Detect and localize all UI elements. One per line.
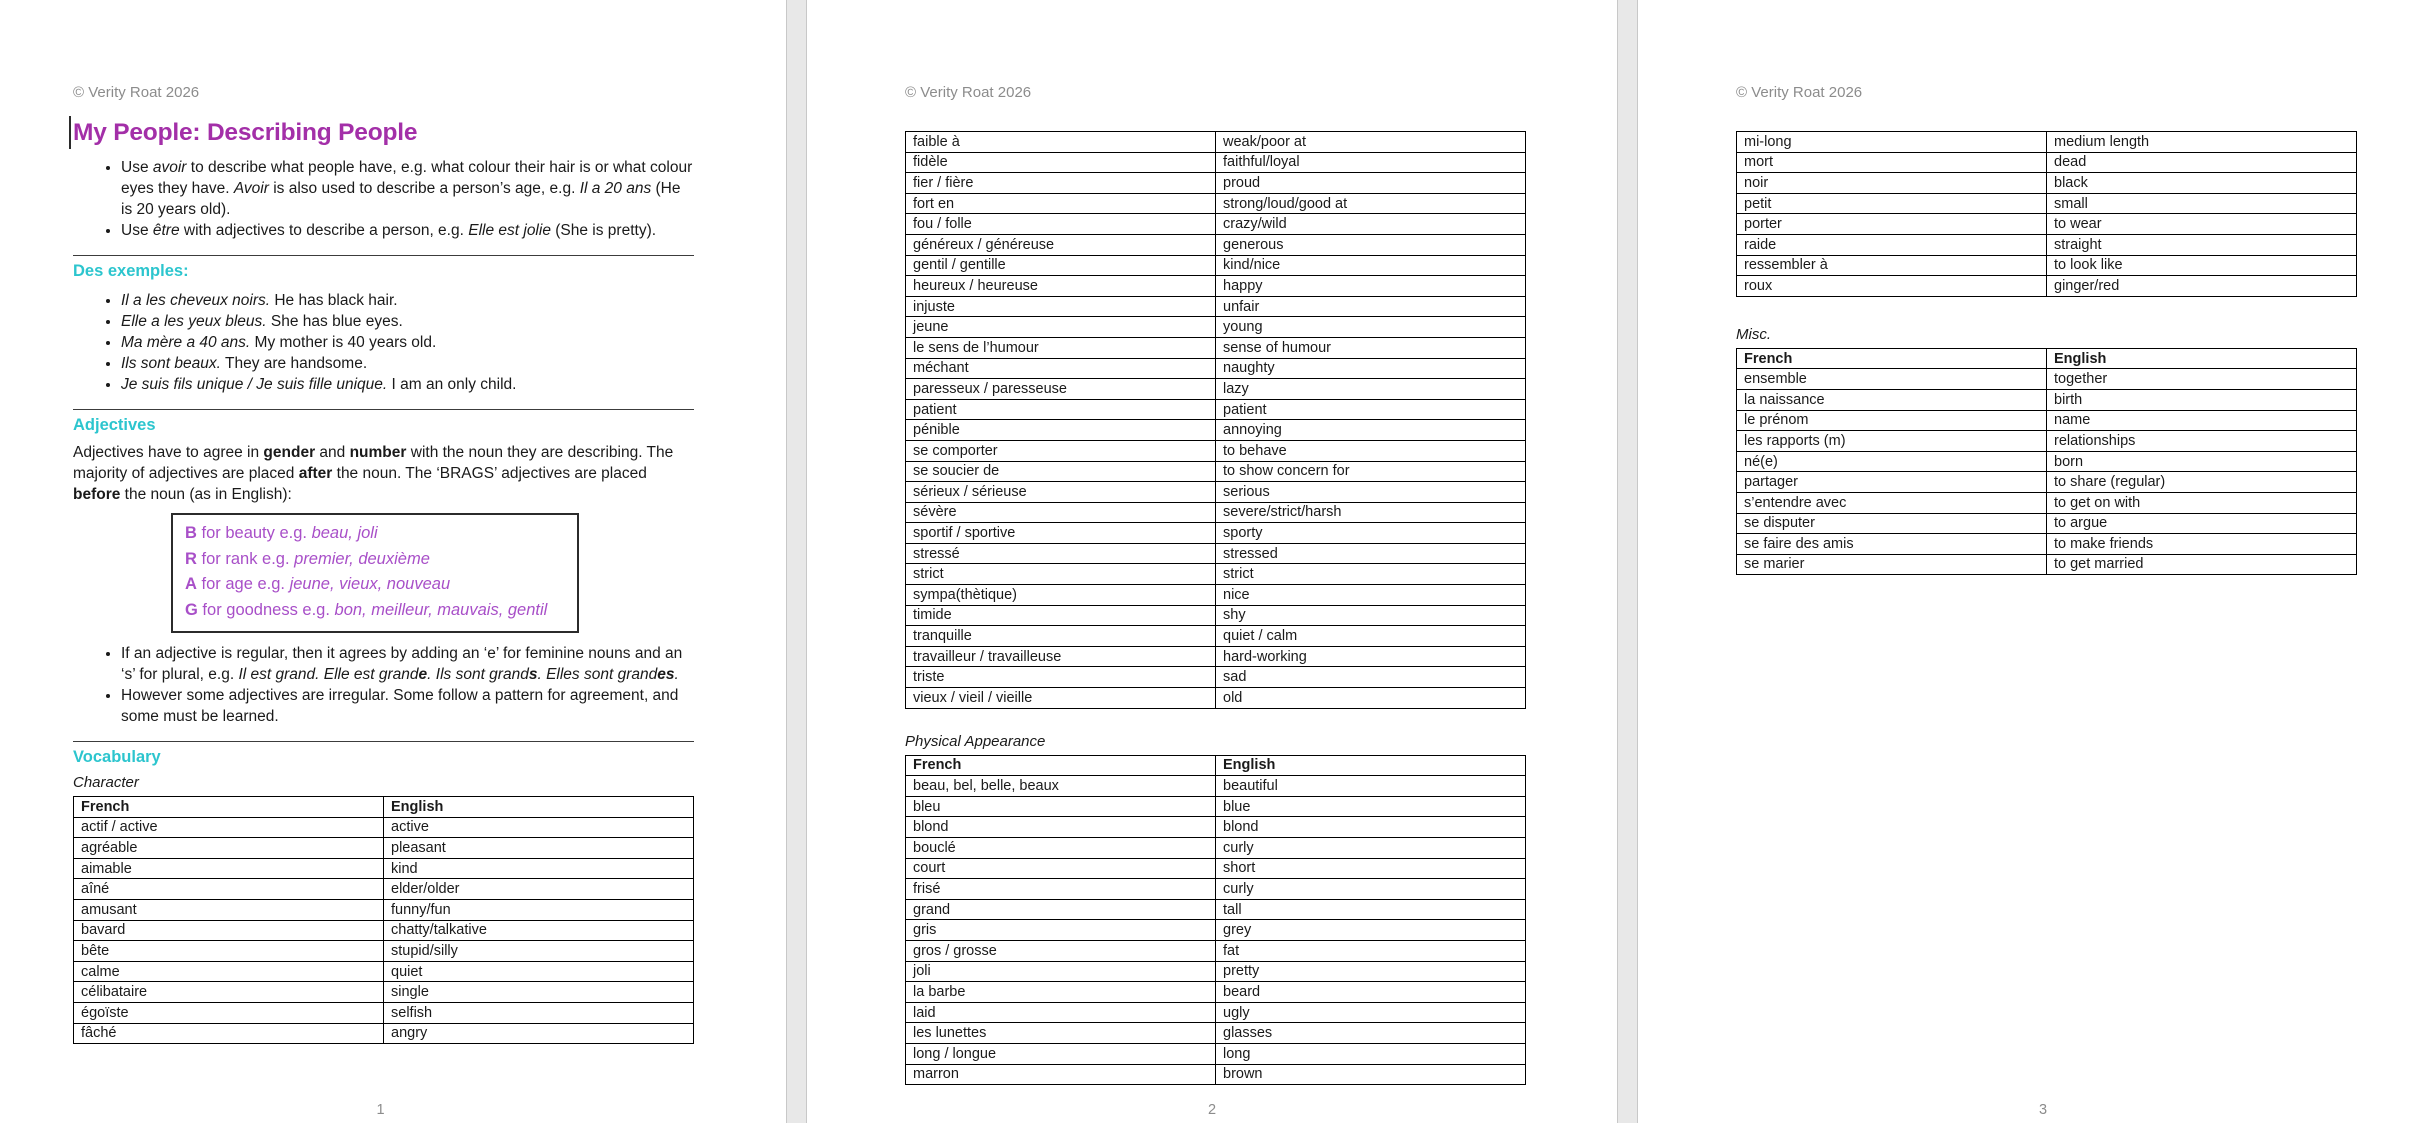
table-cell: angry xyxy=(384,1023,694,1044)
table-row xyxy=(906,132,1526,153)
table-row xyxy=(906,688,1526,709)
table-cell: blond xyxy=(1216,817,1526,838)
table-row xyxy=(1737,451,2357,472)
table-cell: roux xyxy=(1737,276,2047,297)
table-cell: partager xyxy=(1737,472,2047,493)
table-cell: heureux / heureuse xyxy=(906,276,1216,297)
table-cell: gentil / gentille xyxy=(906,255,1216,276)
table-cell: kind/nice xyxy=(1216,255,1526,276)
table-row xyxy=(1737,214,2357,235)
table-cell: sympa(thètique) xyxy=(906,585,1216,606)
table-cell: young xyxy=(1216,317,1526,338)
table-cell: né(e) xyxy=(1737,451,2047,472)
table-cell: sérieux / sérieuse xyxy=(906,482,1216,503)
table-header-row xyxy=(1737,348,2357,369)
table-cell: grey xyxy=(1216,920,1526,941)
table-cell: crazy/wild xyxy=(1216,214,1526,235)
page-2[interactable] xyxy=(806,0,1618,1123)
table-cell: to show concern for xyxy=(1216,461,1526,482)
table-cell: égoïste xyxy=(74,1002,384,1023)
list-item: • Use être with adjectives to describe a person, e.g. Elle est jolie (She is pretty). xyxy=(121,220,694,241)
table-cell: elder/older xyxy=(384,879,694,900)
misc-table xyxy=(1736,348,2357,576)
table-row xyxy=(1737,554,2357,575)
heading-vocabulary: Vocabulary xyxy=(73,741,694,767)
table-row xyxy=(1737,534,2357,555)
table-cell: jeune xyxy=(906,317,1216,338)
table-cell: le prénom xyxy=(1737,410,2047,431)
table-cell: s’entendre avec xyxy=(1737,492,2047,513)
table-cell: name xyxy=(2047,410,2357,431)
table-cell: old xyxy=(1216,688,1526,709)
table-cell: la naissance xyxy=(1737,389,2047,410)
table-row xyxy=(906,605,1526,626)
list-item: • Il a les cheveux noirs. He has black hair. xyxy=(121,290,694,311)
table-row xyxy=(1737,472,2357,493)
adjectives-paragraph: Adjectives have to agree in gender and number with the noun they are describing. The majority of adjectives are placed after the noun. The ‘BRAGS’ adjectives are placed before the noun (as in English): xyxy=(73,444,674,503)
table-cell: black xyxy=(2047,173,2357,194)
table-cell: curly xyxy=(1216,879,1526,900)
table-row xyxy=(1737,193,2357,214)
table-row xyxy=(906,193,1526,214)
table-cell: beard xyxy=(1216,982,1526,1003)
table-cell: le sens de l’humour xyxy=(906,337,1216,358)
table-cell: les lunettes xyxy=(906,1023,1216,1044)
table-row xyxy=(1737,152,2357,173)
table-cell: travailleur / travailleuse xyxy=(906,646,1216,667)
table-cell: stressé xyxy=(906,543,1216,564)
table-row xyxy=(1737,132,2357,153)
table-row xyxy=(906,543,1526,564)
table-cell: to get married xyxy=(2047,554,2357,575)
document-title-text: My People: Describing People xyxy=(73,119,418,146)
table-cell: ressembler à xyxy=(1737,255,2047,276)
table-row xyxy=(906,1064,1526,1085)
table-cell: frisé xyxy=(906,879,1216,900)
table-cell: marron xyxy=(906,1064,1216,1085)
table-cell: annoying xyxy=(1216,420,1526,441)
table-row xyxy=(906,399,1526,420)
table-cell: raide xyxy=(1737,234,2047,255)
table-row xyxy=(906,1043,1526,1064)
table-cell: injuste xyxy=(906,296,1216,317)
table-row xyxy=(906,255,1526,276)
table-row xyxy=(906,585,1526,606)
table-cell: patient xyxy=(1216,399,1526,420)
table-cell: naughty xyxy=(1216,358,1526,379)
physical-appearance-table-continued xyxy=(1736,131,2357,297)
brags-line-g: G for goodness e.g. bon, meilleur, mauvais, gentil xyxy=(185,600,548,619)
table-cell: stupid/silly xyxy=(384,941,694,962)
table-row xyxy=(1737,234,2357,255)
table-row xyxy=(1737,389,2357,410)
table-cell: glasses xyxy=(1216,1023,1526,1044)
table-cell: amusant xyxy=(74,899,384,920)
brags-line-a: A for age e.g. jeune, vieux, nouveau xyxy=(185,575,451,593)
table-row xyxy=(906,626,1526,647)
page-number: 1 xyxy=(376,1102,385,1118)
table-cell: medium length xyxy=(2047,132,2357,153)
table-cell: paresseux / paresseuse xyxy=(906,379,1216,400)
column-header: English xyxy=(2047,348,2357,369)
table-cell: lazy xyxy=(1216,379,1526,400)
heading-des-exemples: Des exemples: xyxy=(73,255,694,281)
table-row xyxy=(906,482,1526,503)
table-cell: patient xyxy=(906,399,1216,420)
table-row xyxy=(906,982,1526,1003)
brags-line-b: B for beauty e.g. beau, joli xyxy=(185,524,378,542)
table-cell: la barbe xyxy=(906,982,1216,1003)
table-cell: faithful/loyal xyxy=(1216,152,1526,173)
table-cell: curly xyxy=(1216,838,1526,859)
table-row xyxy=(1737,173,2357,194)
table-cell: fou / folle xyxy=(906,214,1216,235)
table-row xyxy=(906,502,1526,523)
page-number: 2 xyxy=(1207,1102,1217,1118)
table-cell: timide xyxy=(906,605,1216,626)
table-cell: dead xyxy=(2047,152,2357,173)
table-cell: sense of humour xyxy=(1216,337,1526,358)
table-cell: sporty xyxy=(1216,523,1526,544)
table-row xyxy=(74,1023,694,1044)
table-cell: to wear xyxy=(2047,214,2357,235)
table-cell: strong/loud/good at xyxy=(1216,193,1526,214)
page-3[interactable] xyxy=(1637,0,2427,1123)
table-cell: strict xyxy=(906,564,1216,585)
table-row xyxy=(1737,513,2357,534)
table-cell: hard-working xyxy=(1216,646,1526,667)
document-title xyxy=(73,118,694,148)
table-cell: born xyxy=(2047,451,2357,472)
table-row xyxy=(906,646,1526,667)
table-cell: to get on with xyxy=(2047,492,2357,513)
table-row xyxy=(906,234,1526,255)
table-cell: birth xyxy=(2047,389,2357,410)
table-cell: fidèle xyxy=(906,152,1216,173)
table-cell: sad xyxy=(1216,667,1526,688)
table-row xyxy=(906,523,1526,544)
table-row xyxy=(74,858,694,879)
list-item: • Je suis fils unique / Je suis fille unique. I am an only child. xyxy=(121,374,694,395)
table-cell: selfish xyxy=(384,1002,694,1023)
table-cell: chatty/talkative xyxy=(384,920,694,941)
table-row xyxy=(906,337,1526,358)
table-row xyxy=(906,961,1526,982)
table-cell: ginger/red xyxy=(2047,276,2357,297)
table-row xyxy=(906,1002,1526,1023)
table-cell: généreux / généreuse xyxy=(906,234,1216,255)
table-row xyxy=(906,214,1526,235)
table-cell: faible à xyxy=(906,132,1216,153)
table-row xyxy=(1737,255,2357,276)
heading-adjectives: Adjectives xyxy=(73,409,694,435)
table-cell: se faire des amis xyxy=(1737,534,2047,555)
table-cell: quiet / calm xyxy=(1216,626,1526,647)
list-item: • Use avoir to describe what people have, e.g. what colour their hair is or what colour eyes they have. Avoir is also used to describe a person’s age, e.g. Il a 20 ans (He is 20 years old). xyxy=(121,157,694,220)
table-row xyxy=(906,817,1526,838)
table-cell: proud xyxy=(1216,173,1526,194)
table-cell: serious xyxy=(1216,482,1526,503)
table-row xyxy=(1737,369,2357,390)
header-copyright: © Verity Roat 2026 xyxy=(1736,84,1863,101)
table-cell: relationships xyxy=(2047,431,2357,452)
table-cell: laid xyxy=(906,1002,1216,1023)
table-row xyxy=(74,817,694,838)
examples-bullet-list xyxy=(73,290,694,395)
table-cell: straight xyxy=(2047,234,2357,255)
table-row xyxy=(74,838,694,859)
table-cell: porter xyxy=(1737,214,2047,235)
table-cell: noir xyxy=(1737,173,2047,194)
table-cell: to argue xyxy=(2047,513,2357,534)
list-item: • Ma mère a 40 ans. My mother is 40 years old. xyxy=(121,332,694,353)
table-cell: actif / active xyxy=(74,817,384,838)
table-cell: bête xyxy=(74,941,384,962)
intro-bullet-list xyxy=(73,157,694,241)
table-cell: single xyxy=(384,982,694,1003)
table-row xyxy=(1737,492,2357,513)
table-cell: blond xyxy=(906,817,1216,838)
list-item: • If an adjective is regular, then it agrees by adding an ‘e’ for feminine nouns and an ‘s’ for plural, e.g. Il est grand. Elle est grande. Ils sont grands. Elles sont grandes. xyxy=(121,643,694,685)
table-cell: joli xyxy=(906,961,1216,982)
table-cell: célibataire xyxy=(74,982,384,1003)
table-row xyxy=(1737,431,2357,452)
table-cell: happy xyxy=(1216,276,1526,297)
brags-box xyxy=(171,513,579,633)
column-header: French xyxy=(74,797,384,818)
table-cell: sévère xyxy=(906,502,1216,523)
label-character: Character xyxy=(73,774,139,791)
header-copyright: © Verity Roat 2026 xyxy=(73,84,200,101)
table-cell: severe/strict/harsh xyxy=(1216,502,1526,523)
table-cell: weak/poor at xyxy=(1216,132,1526,153)
table-row xyxy=(906,838,1526,859)
table-cell: brown xyxy=(1216,1064,1526,1085)
brags-line-r: R for rank e.g. premier, deuxième xyxy=(185,549,430,568)
table-cell: fâché xyxy=(74,1023,384,1044)
table-cell: fat xyxy=(1216,940,1526,961)
table-row xyxy=(906,1023,1526,1044)
table-cell: long / longue xyxy=(906,1043,1216,1064)
table-row xyxy=(1737,410,2357,431)
table-cell: ensemble xyxy=(1737,369,2047,390)
text-cursor xyxy=(69,116,71,149)
table-cell: short xyxy=(1216,858,1526,879)
table-row xyxy=(906,440,1526,461)
table-row xyxy=(906,173,1526,194)
table-cell: tranquille xyxy=(906,626,1216,647)
table-row xyxy=(74,879,694,900)
table-cell: fier / fière xyxy=(906,173,1216,194)
character-table xyxy=(73,796,694,1044)
column-header: French xyxy=(1737,348,2047,369)
table-cell: to make friends xyxy=(2047,534,2357,555)
table-cell: to behave xyxy=(1216,440,1526,461)
table-row xyxy=(906,152,1526,173)
table-cell: nice xyxy=(1216,585,1526,606)
table-cell: pleasant xyxy=(384,838,694,859)
header-copyright: © Verity Roat 2026 xyxy=(905,84,1032,101)
page-number: 3 xyxy=(2038,1102,2048,1118)
table-cell: bleu xyxy=(906,796,1216,817)
table-row xyxy=(906,564,1526,585)
table-row xyxy=(74,982,694,1003)
table-row xyxy=(906,776,1526,797)
table-cell: vieux / vieil / vieille xyxy=(906,688,1216,709)
table-header-row xyxy=(74,797,694,818)
table-cell: tall xyxy=(1216,899,1526,920)
table-row xyxy=(906,317,1526,338)
table-cell: les rapports (m) xyxy=(1737,431,2047,452)
table-row xyxy=(906,358,1526,379)
table-cell: bouclé xyxy=(906,838,1216,859)
table-cell: grand xyxy=(906,899,1216,920)
label-misc: Misc. xyxy=(1736,325,1771,343)
table-cell: stressed xyxy=(1216,543,1526,564)
table-cell: se disputer xyxy=(1737,513,2047,534)
table-row xyxy=(1737,276,2357,297)
table-cell: unfair xyxy=(1216,296,1526,317)
table-row xyxy=(906,879,1526,900)
table-cell: beau, bel, belle, beaux xyxy=(906,776,1216,797)
table-row xyxy=(906,420,1526,441)
table-row xyxy=(74,941,694,962)
table-cell: funny/fun xyxy=(384,899,694,920)
table-cell: long xyxy=(1216,1043,1526,1064)
table-cell: se marier xyxy=(1737,554,2047,575)
table-row xyxy=(906,920,1526,941)
table-cell: to look like xyxy=(2047,255,2357,276)
table-cell: to share (regular) xyxy=(2047,472,2357,493)
table-cell: blue xyxy=(1216,796,1526,817)
table-row xyxy=(906,379,1526,400)
character-table-continued xyxy=(905,131,1526,709)
table-cell: strict xyxy=(1216,564,1526,585)
table-row xyxy=(74,920,694,941)
table-cell: pénible xyxy=(906,420,1216,441)
label-physical-appearance: Physical Appearance xyxy=(905,732,1046,750)
list-item: • However some adjectives are irregular. Some follow a pattern for agreement, and some must be learned. xyxy=(121,685,694,727)
table-cell: generous xyxy=(1216,234,1526,255)
table-row xyxy=(906,796,1526,817)
table-cell: triste xyxy=(906,667,1216,688)
table-cell: ugly xyxy=(1216,1002,1526,1023)
table-cell: mort xyxy=(1737,152,2047,173)
column-header: English xyxy=(1216,755,1526,776)
table-cell: quiet xyxy=(384,961,694,982)
page-1[interactable] xyxy=(0,0,787,1123)
table-row xyxy=(906,276,1526,297)
table-cell: kind xyxy=(384,858,694,879)
table-cell: aimable xyxy=(74,858,384,879)
list-item: • Ils sont beaux. They are handsome. xyxy=(121,353,694,374)
table-cell: together xyxy=(2047,369,2357,390)
table-cell: se comporter xyxy=(906,440,1216,461)
table-cell: petit xyxy=(1737,193,2047,214)
table-header-row xyxy=(906,755,1526,776)
table-cell: sportif / sportive xyxy=(906,523,1216,544)
table-cell: fort en xyxy=(906,193,1216,214)
table-row xyxy=(906,461,1526,482)
table-cell: agréable xyxy=(74,838,384,859)
table-cell: mi-long xyxy=(1737,132,2047,153)
table-cell: aîné xyxy=(74,879,384,900)
table-cell: bavard xyxy=(74,920,384,941)
table-cell: se soucier de xyxy=(906,461,1216,482)
table-cell: shy xyxy=(1216,605,1526,626)
table-cell: court xyxy=(906,858,1216,879)
table-cell: beautiful xyxy=(1216,776,1526,797)
agreement-bullet-list xyxy=(73,643,694,727)
column-header: French xyxy=(906,755,1216,776)
table-row xyxy=(74,961,694,982)
table-row xyxy=(906,667,1526,688)
column-header: English xyxy=(384,797,694,818)
table-row xyxy=(906,296,1526,317)
table-row xyxy=(906,899,1526,920)
table-row xyxy=(74,899,694,920)
table-cell: calme xyxy=(74,961,384,982)
list-item: • Elle a les yeux bleus. She has blue eyes. xyxy=(121,311,694,332)
table-cell: small xyxy=(2047,193,2357,214)
table-cell: gris xyxy=(906,920,1216,941)
table-cell: gros / grosse xyxy=(906,940,1216,961)
table-cell: pretty xyxy=(1216,961,1526,982)
table-row xyxy=(74,1002,694,1023)
table-cell: active xyxy=(384,817,694,838)
physical-appearance-table xyxy=(905,755,1526,1086)
table-row xyxy=(906,940,1526,961)
table-row xyxy=(906,858,1526,879)
table-cell: méchant xyxy=(906,358,1216,379)
